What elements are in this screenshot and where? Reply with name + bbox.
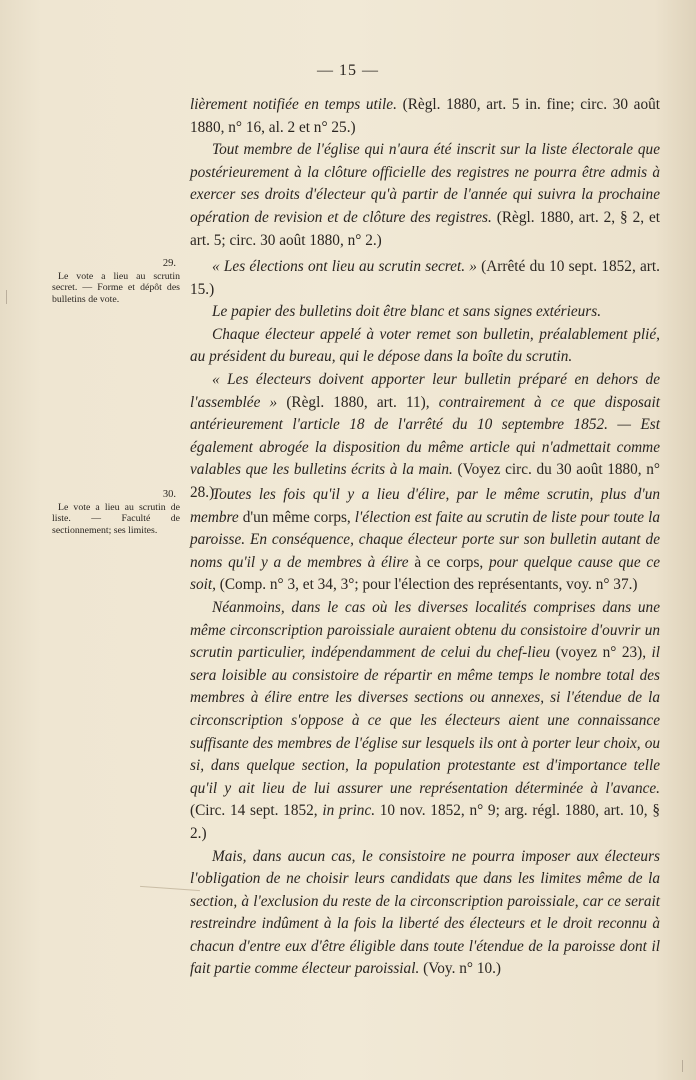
italic-text-run: , contrairement à ce que disposait antérieurement l'article 18 de l'arrêté du 10 septembre 1852. — Est également abrogée la disposition du même article qui n'admettait comme valables que les bulletins écrits à la main.: [190, 393, 660, 479]
margin-note-text: Le vote a lieu au scrutin secret. — Forme et dépôt des bulletins de vote.: [52, 270, 180, 305]
text-run: (Voyez circ. du 30 août 1880, n° 28.): [190, 461, 660, 501]
text-run: à ce corps,: [408, 553, 490, 571]
paper-edge-mark: [6, 290, 7, 304]
article-number: 29.: [162, 258, 176, 269]
paragraph: [190, 324, 660, 369]
italic-text-run: Néanmoins, dans le cas où les diverses localités comprises dans une même circonscription paroissiale auraient obtenu du consistoire d'ouvrir un scrutin particulier, indépendamment de celui du chef-lieu: [190, 598, 660, 662]
paragraph: [190, 256, 660, 301]
italic-text-run: Le papier des bulletins doit être blanc et sans signes extérieurs.: [212, 303, 602, 321]
margin-note-30: [52, 489, 180, 536]
margin-note-text: Le vote a lieu au scrutin de liste. — Faculté de sectionnement; ses limites.: [52, 501, 180, 536]
text-block-article-30: [190, 484, 660, 981]
italic-text-run: lièrement notifiée en temps utile.: [190, 96, 397, 113]
italic-text-run: il sera loisible au consistoire de répartir en même temps le nombre total des membres à élire entre les diverses sections ou annexes, si l'étendue de la circonscription s'oppose à ce que les électeurs aient une connaissance suffisante des membres de l'église sur lesquels ils ont à porter leur choix, ou si, dans quelque section, la population protestante est d'importance telle qu'il y ait lieu de lui assurer une représentation déterminée à l'avance.: [190, 644, 661, 797]
text-block-continuation: [190, 94, 660, 252]
paragraph: [190, 139, 660, 252]
page-number: — 15 —: [317, 62, 379, 79]
paragraph: [190, 301, 660, 324]
italic-text-run: Mais, dans aucun cas, le consistoire ne pourra imposer aux électeurs l'obligation de ne choisir leurs candidats que dans les limites même de la section, à l'exclusion du reste de la circonscription paroissiale, car ce serait restreindre indûment à la fois la liberté des électeurs et le droit reconnu à chacun d'entre eux d'être éligible dans toute l'étendue de la paroisse dont il fait partie comme électeur paroissial.: [190, 847, 660, 978]
text-run: (Voy. n° 10.): [419, 960, 502, 978]
paragraph: [190, 484, 660, 597]
paragraph: [190, 597, 660, 846]
text-run: (Circ. 14 sept. 1852,: [190, 802, 323, 820]
text-block-article-29: [190, 256, 660, 505]
italic-text-run: Tout membre de l'église qui n'aura été inscrit sur la liste électorale que postérieurement à la clôture officielle des registres ne pourra être admis à exercer ses droits d'électeur qu'à partir de l'année qui suivra la prochaine opération de revision et de clôture des registres.: [190, 141, 660, 226]
italic-text-run: l'élection est faite au scrutin de liste pour toute la paroisse. En conséquence, chaque électeur porte sur son bulletin autant de noms qu'il y a de membres à élire: [190, 508, 660, 571]
text-run: (Règl. 1880, art. 2, § 2, et art. 5; circ. 30 août 1880, n° 2.): [190, 208, 661, 249]
text-run: (Comp. n° 3, et 34, 3°; pour l'élection des représentants, voy. n° 37.): [215, 576, 638, 594]
italic-text-run: Toutes les fois qu'il y a lieu d'élire, par le même scrutin, plus d'un membre: [190, 486, 660, 526]
italic-text-run: « Les élections ont lieu au scrutin secret. »: [212, 258, 477, 275]
article-number: 30.: [162, 489, 176, 500]
text-run: (Règl. 1880, art. 11): [277, 393, 426, 411]
text-run: (Règl. 1880, art. 5 in. fine; circ. 30 août 1880, n° 16, al. 2 et n° 25.): [190, 96, 661, 136]
italic-text-run: « Les électeurs doivent apporter leur bulletin préparé en dehors de l'assemblée »: [190, 370, 660, 411]
text-run: (voyez n° 23),: [550, 644, 652, 662]
italic-text-run: in princ.: [322, 802, 376, 820]
italic-text-run: pour quelque cause que ce soit,: [190, 553, 660, 594]
paragraph: [190, 846, 660, 982]
italic-text-run: Chaque électeur appelé à voter remet son bulletin, préalablement plié, au président du bureau, qui le dépose dans la boîte du scrutin.: [190, 325, 660, 366]
paragraph: [190, 94, 660, 139]
margin-note-29: [52, 258, 180, 305]
paper-edge-mark: [682, 1060, 683, 1072]
text-run: d'un même corps,: [238, 508, 355, 526]
text-run: 10 nov. 1852, n° 9; arg. régl. 1880, art. 10, § 2.): [190, 802, 660, 842]
text-run: (Arrêté du 10 sept. 1852, art. 15.): [190, 258, 660, 298]
